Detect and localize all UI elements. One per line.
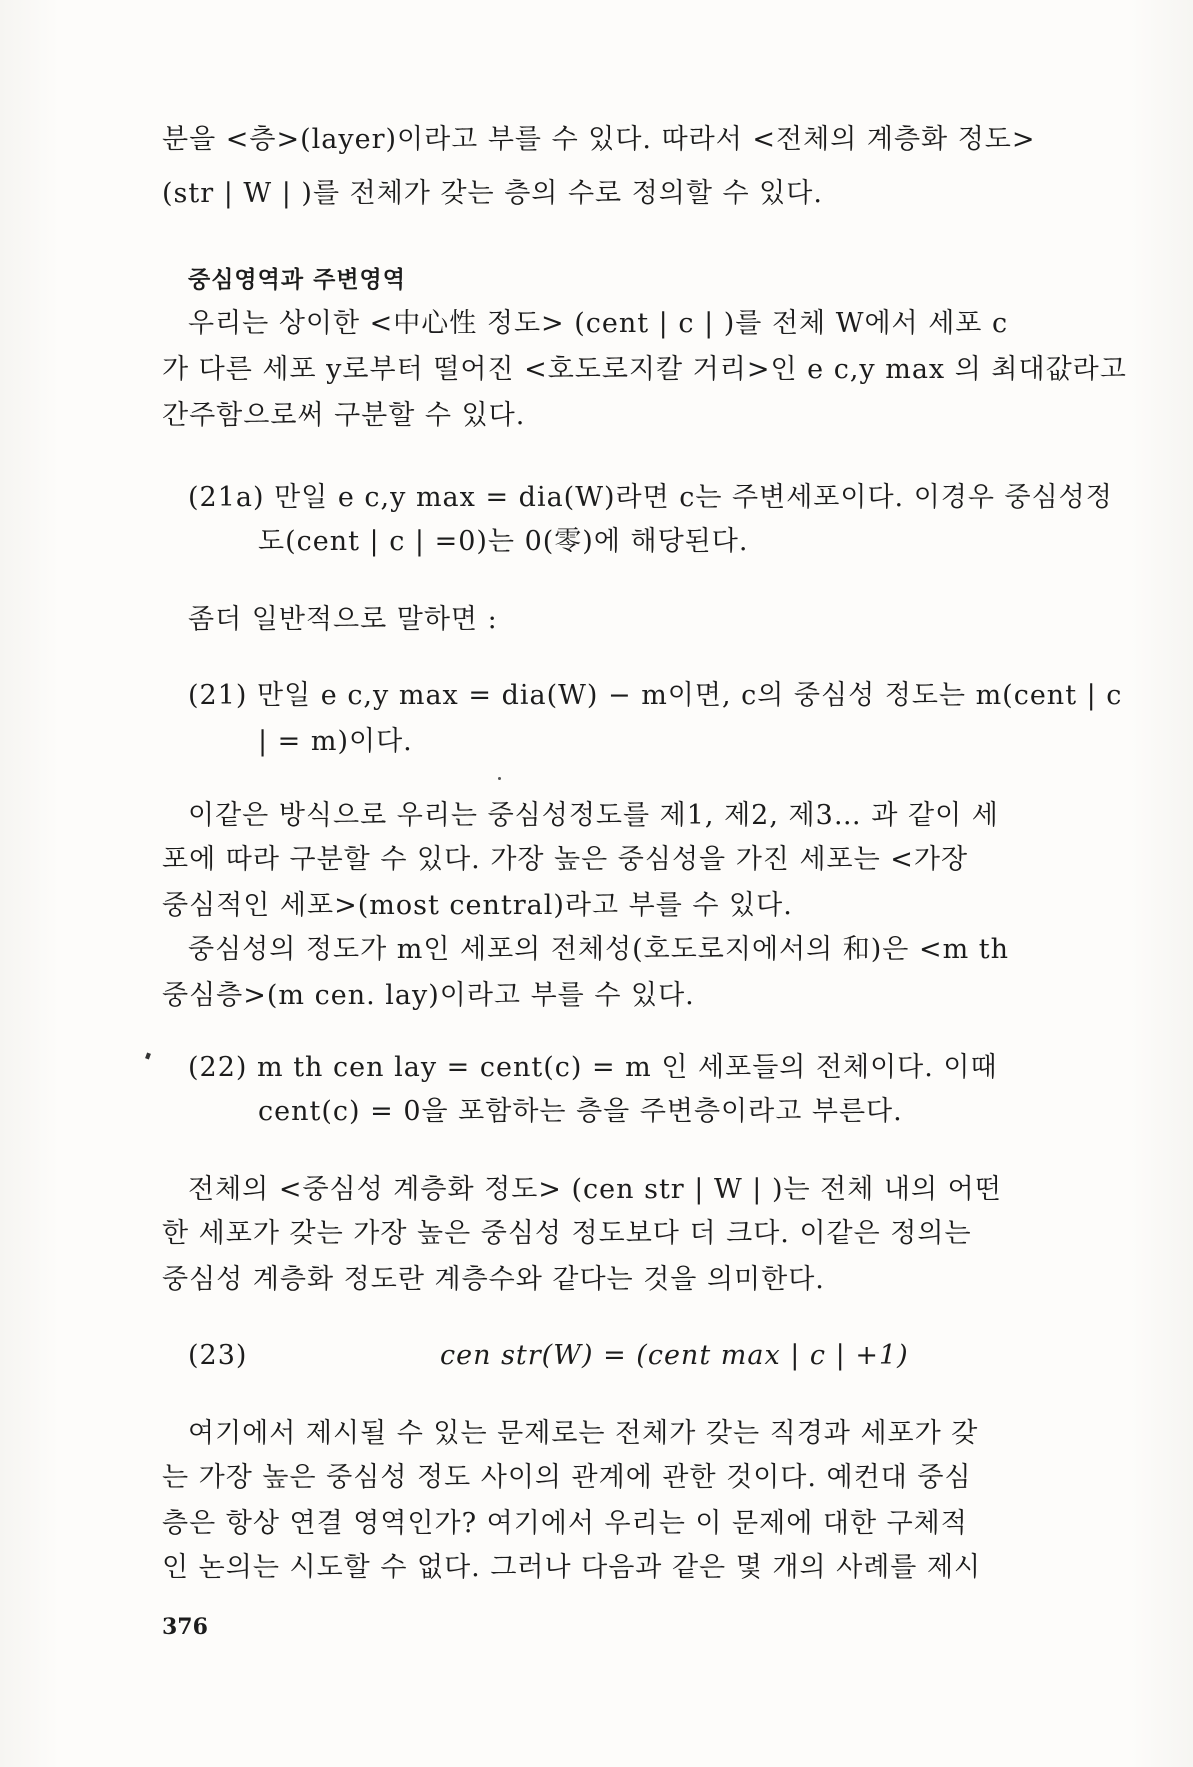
text-line: 분을 <층>(layer)이라고 부를 수 있다. 따라서 <전체의 계층화 정도> <box>162 124 1036 155</box>
text-line: 이같은 방식으로 우리는 중심성정도를 제1, 제2, 제3… 과 같이 세 <box>188 800 999 831</box>
equation-line: cent(c) = 0을 포함하는 층을 주변층이라고 부른다. <box>258 1096 903 1127</box>
text-line: 는 가장 높은 중심성 정도 사이의 관계에 관한 것이다. 예컨대 중심 <box>162 1462 972 1493</box>
text-line: 여기에서 제시될 수 있는 문제로는 전체가 갖는 직경과 세포가 갖 <box>188 1418 979 1449</box>
text-line: 중심층>(m cen. lay)이라고 부를 수 있다. <box>162 980 695 1011</box>
text-line: 간주함으로써 구분할 수 있다. <box>162 400 526 431</box>
stray-dot <box>498 777 501 780</box>
text-line: 포에 따라 구분할 수 있다. 가장 높은 중심성을 가진 세포는 <가장 <box>162 844 969 875</box>
margin-mark <box>145 1052 151 1059</box>
equation-line: | = m)이다. <box>258 726 413 757</box>
text-line: 좀더 일반적으로 말하면 : <box>188 604 498 635</box>
equation-label: (23) <box>188 1340 248 1371</box>
text-line: 중심적인 세포>(most central)라고 부를 수 있다. <box>162 890 793 921</box>
text-line: 한 세포가 갖는 가장 높은 중심성 정도보다 더 크다. 이같은 정의는 <box>162 1218 972 1249</box>
equation-line: (21) 만일 e c,y max = dia(W) − m이면, c의 중심성 정도는 m(cent | c <box>188 680 1123 711</box>
text-line: 우리는 상이한 <中心性 정도> (cent | c | )를 전체 W에서 세포 c <box>188 308 1009 339</box>
equation-body: cen str(W) = (cent max | c | +1) <box>440 1340 909 1371</box>
equation-line: (21a) 만일 e c,y max = dia(W)라면 c는 주변세포이다. 이경우 중심성정 <box>188 482 1113 513</box>
text-line: (str | W | )를 전체가 갖는 층의 수로 정의할 수 있다. <box>162 178 823 209</box>
text-line: 중심성의 정도가 m인 세포의 전체성(호도로지에서의 和)은 <m th <box>188 934 1010 965</box>
equation-line: (22) m th cen lay = cent(c) = m 인 세포들의 전체이다. 이때 <box>188 1052 998 1083</box>
text-line: 인 논의는 시도할 수 없다. 그러나 다음과 같은 몇 개의 사례를 제시 <box>162 1552 982 1583</box>
text-line: 중심성 계층화 정도란 계층수와 같다는 것을 의미한다. <box>162 1264 825 1295</box>
text-line: 전체의 <중심성 계층화 정도> (cen str | W | )는 전체 내의 어떤 <box>188 1174 1002 1205</box>
page-number: 376 <box>162 1614 208 1640</box>
section-heading: 중심영역과 주변영역 <box>188 267 406 293</box>
text-line: 층은 항상 연결 영역인가? 여기에서 우리는 이 문제에 대한 구체적 <box>162 1508 968 1539</box>
text-line: 가 다른 세포 y로부터 떨어진 <호도로지칼 거리>인 e c,y max 의 최대값라고 <box>162 354 1127 385</box>
equation-line: 도(cent | c | =0)는 0(零)에 해당된다. <box>258 526 749 557</box>
